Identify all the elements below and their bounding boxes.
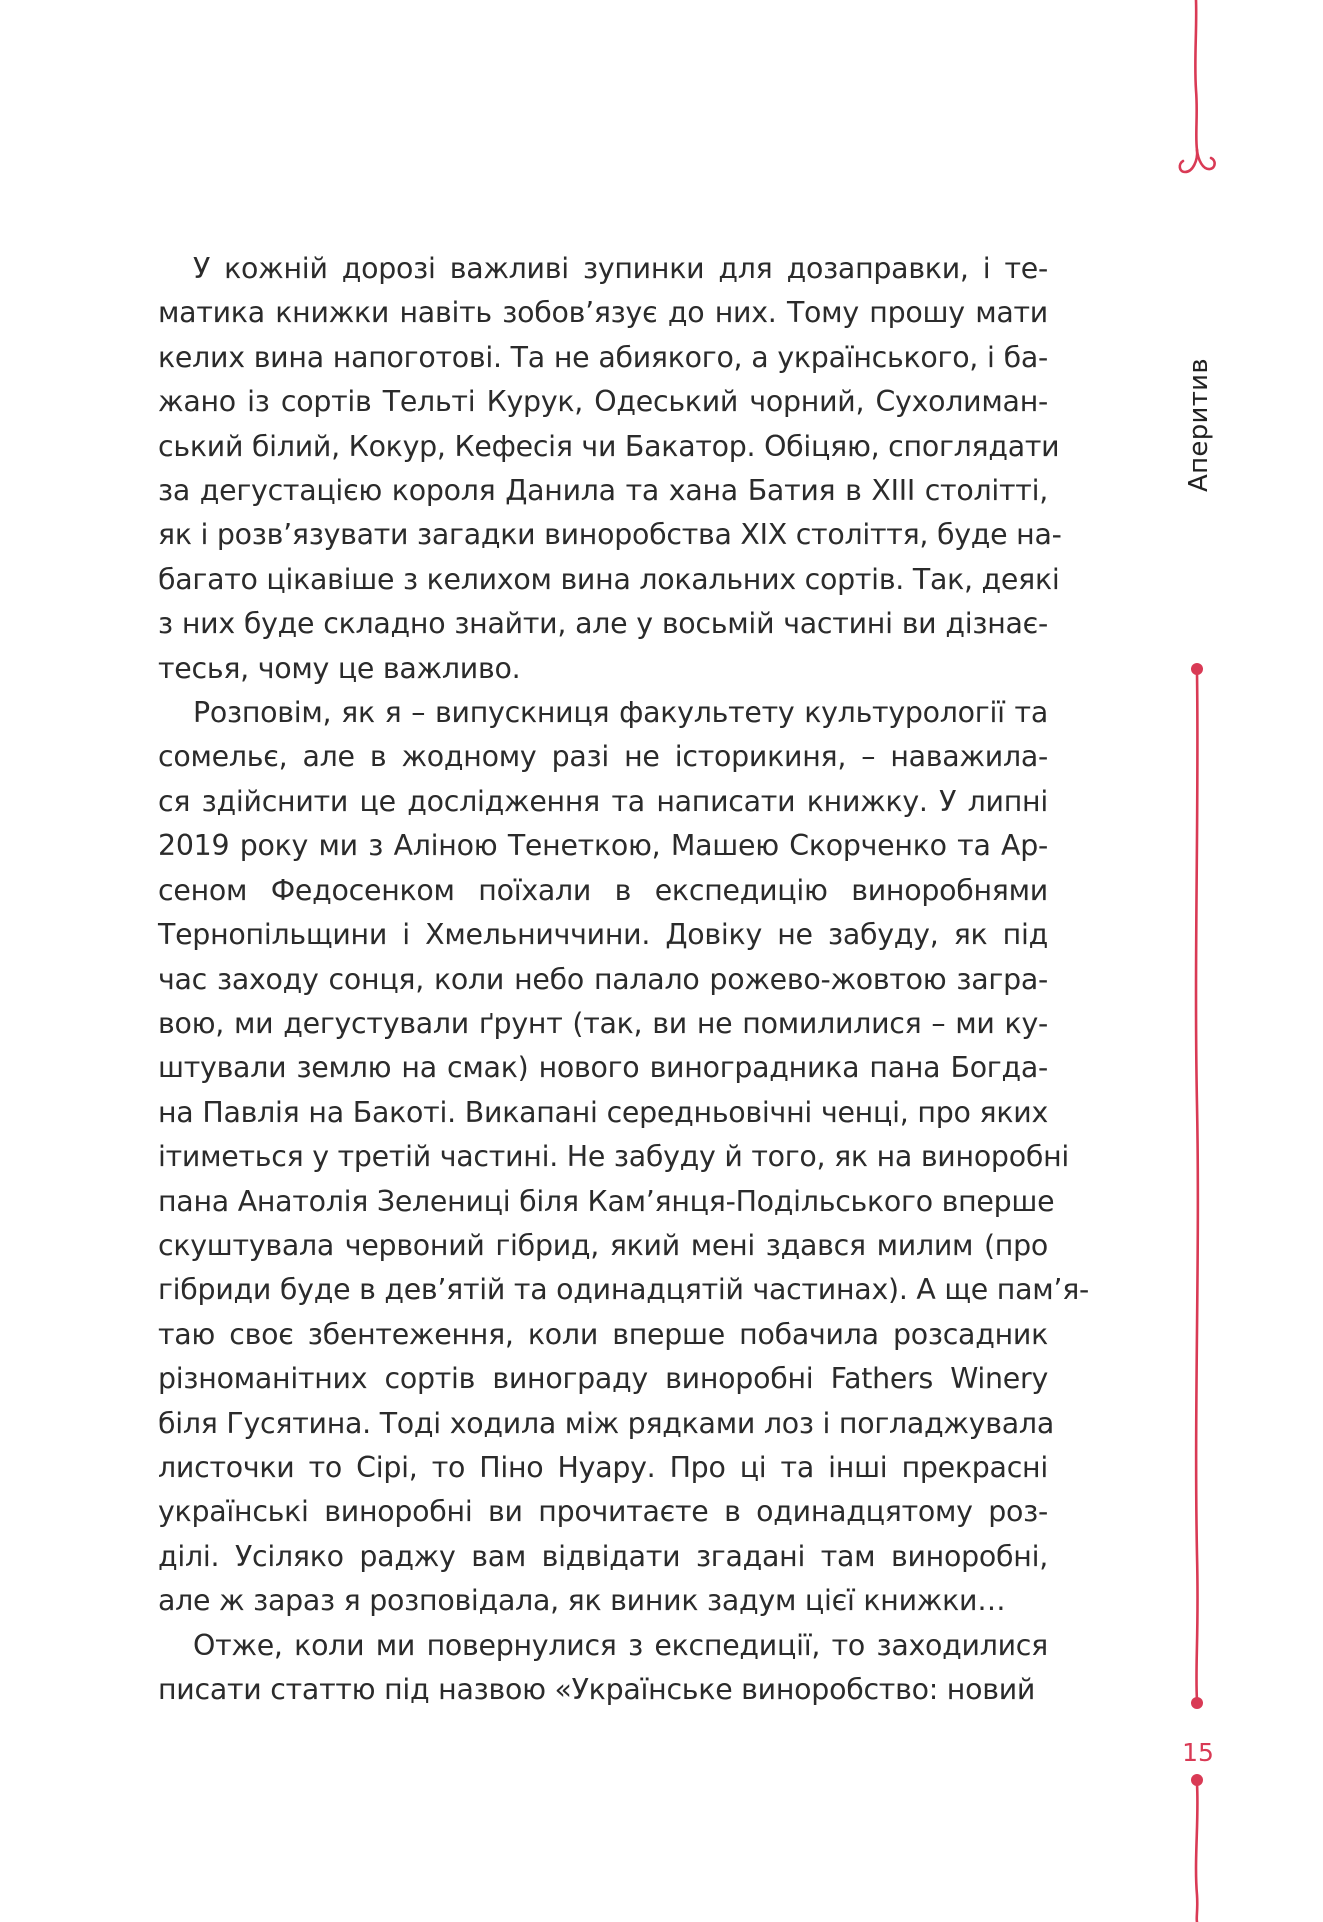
text-line: Розповім, як я – випускниця факультету культурології та bbox=[193, 696, 1048, 730]
text-line: У кожній дорозі важливі зупинки для дозаправки, і те- bbox=[193, 252, 1048, 285]
text-line: сеном Федосенком поїхали в експедицію виноробнями bbox=[158, 873, 1048, 907]
text-line: жано із сортів Тельті Курук, Одеський чорний, Сухолиман- bbox=[158, 385, 1048, 419]
text-line: тесья, чому це важливо. bbox=[158, 651, 521, 685]
text-line: за дегустацією короля Данила та хана Батия в XIII столітті, bbox=[158, 474, 1048, 508]
text-line: українські виноробні ви прочитаєте в одинадцятому роз- bbox=[158, 1495, 1048, 1529]
text-line: листочки то Сірі, то Піно Нуару. Про ці та інші прекрасні bbox=[158, 1450, 1048, 1484]
text-line: сомельє, але в жодному разі не історикиня, – наважила- bbox=[158, 740, 1048, 774]
top-ornament bbox=[1170, 0, 1226, 190]
text-line: ся здійснити це дослідження та написати книжку. У липні bbox=[158, 784, 1048, 818]
text-line: 2019 року ми з Аліною Тенеткою, Машею Скорченко та Ар- bbox=[158, 829, 1048, 863]
text-line: таю своє збентеження, коли вперше побачила розсадник bbox=[158, 1317, 1048, 1351]
text-line: писати статтю під назвою «Українське виноробство: новий bbox=[158, 1673, 1036, 1706]
text-line: штували землю на смак) нового виноградника пана Богда- bbox=[158, 1051, 1048, 1085]
text-line: ділі. Усіляко раджу вам відвідати згадані там виноробні, bbox=[158, 1539, 1048, 1573]
text-line: пана Анатолія Зелениці біля Кам’янця-Подільського вперше bbox=[158, 1184, 1055, 1218]
text-line: з них буде складно знайти, але у восьмій частині ви дізнає- bbox=[158, 607, 1048, 641]
text-line: ський білий, Кокур, Кефесія чи Бакатор. Обіцяю, споглядати bbox=[158, 429, 1060, 463]
text-line: келих вина напоготові. Та не абиякого, а українського, і ба- bbox=[158, 340, 1048, 374]
text-line: різноманітних сортів винограду виноробні Fathers Winery bbox=[158, 1362, 1048, 1396]
text-line: вою, ми дегустували ґрунт (так, ви не помилилися – ми ку- bbox=[158, 1006, 1048, 1040]
section-tab bbox=[1179, 360, 1219, 490]
text-line: але ж зараз я розповідала, як виник задум цієї книжки… bbox=[158, 1584, 1006, 1618]
text-line: як і розв’язувати загадки виноробства XIX століття, буде на- bbox=[158, 518, 1062, 552]
text-line: скуштувала червоний гібрид, який мені здався милим (про bbox=[158, 1228, 1048, 1262]
text-line: на Павлія на Бакоті. Викапані середньовічні ченці, про яких bbox=[158, 1095, 1048, 1129]
text-line: гібриди буде в дев’ятій та одинадцятій частинах). А ще пам’я- bbox=[158, 1273, 1090, 1307]
page-number: 15 bbox=[1182, 1738, 1214, 1767]
text-line: Тернопільщини і Хмельниччини. Довіку не забуду, як під bbox=[158, 918, 1048, 952]
middle-ornament bbox=[1170, 655, 1226, 1715]
text-line: багато цікавіше з келихом вина локальних сортів. Так, деякі bbox=[158, 562, 1060, 596]
section-title: Аперитив bbox=[1184, 358, 1214, 492]
text-line: біля Гусятина. Тоді ходила між рядками лоз і погладжувала bbox=[158, 1406, 1054, 1440]
text-line: матика книжки навіть зобов’язує до них. Тому прошу мати bbox=[158, 296, 1048, 330]
body-text bbox=[158, 247, 1090, 1712]
text-line: час заходу сонця, коли небо палало рожево-жовтою загра- bbox=[158, 962, 1048, 996]
text-line: Отже, коли ми повернулися з експедиції, то заходилися bbox=[193, 1628, 1048, 1662]
text-line: ітиметься у третій частині. Не забуду й того, як на виноробні bbox=[158, 1140, 1070, 1174]
bottom-ornament bbox=[1170, 1770, 1226, 1922]
